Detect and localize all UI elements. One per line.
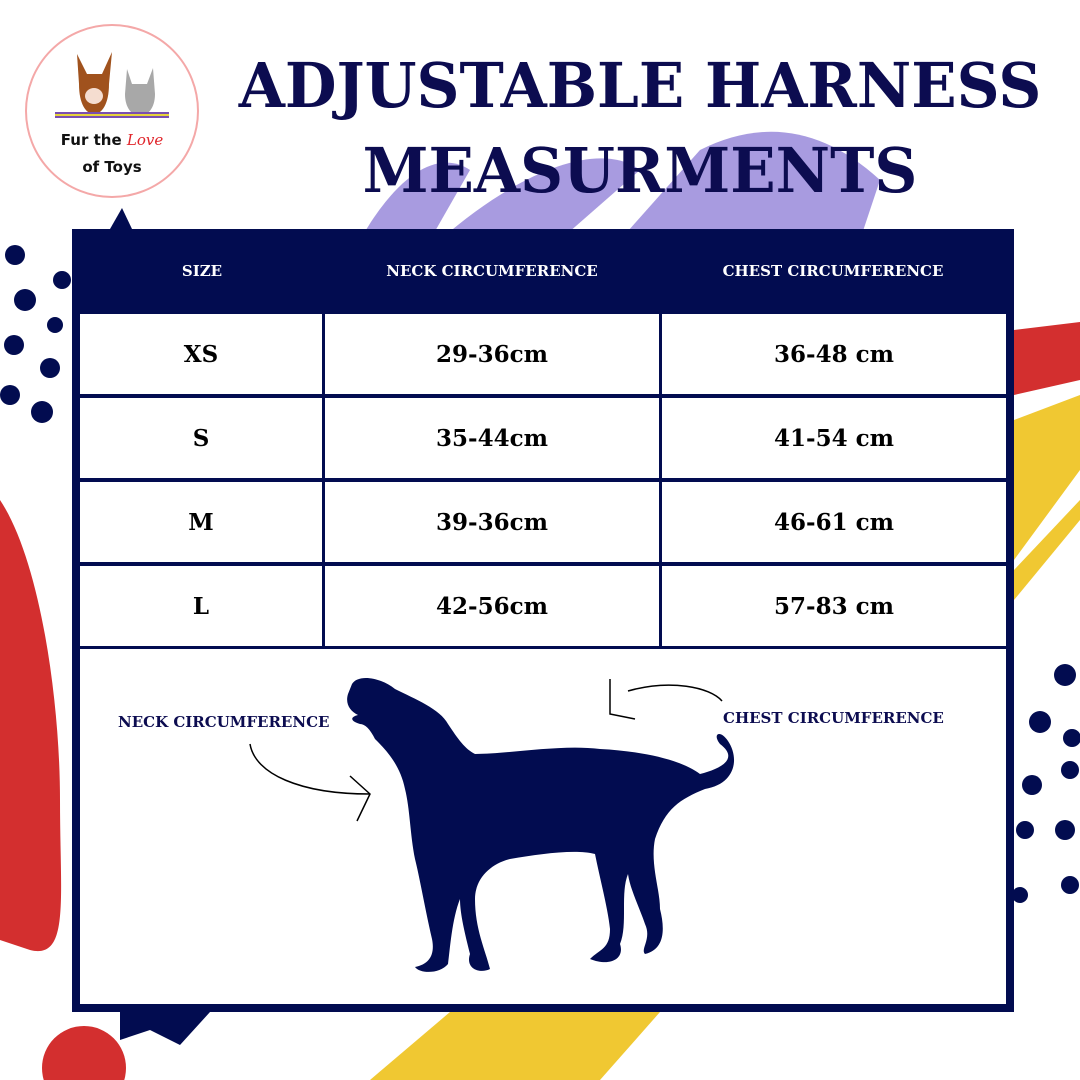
header-size: SIZE — [181, 261, 223, 280]
measurement-diagram — [80, 649, 1006, 1004]
table-cell: 35-44cm — [325, 398, 659, 478]
page-title-line1: ADJUSTABLE HARNESS — [238, 49, 1042, 122]
neck-arrow-icon — [250, 744, 370, 794]
table-cell: 29-36cm — [325, 314, 659, 394]
table-cell: 36-48 cm — [662, 314, 1006, 394]
table-header — [72, 229, 1014, 312]
logo-text-line1 — [27, 131, 197, 149]
table-cell: S — [80, 398, 322, 478]
table-cell: 46-61 cm — [662, 482, 1006, 562]
table-cell: 57-83 cm — [662, 566, 1006, 646]
dog-silhouette-icon — [80, 649, 1006, 1004]
logo — [25, 24, 199, 198]
logo-text-fur-the: Fur the — [60, 131, 122, 149]
chest-label: CHEST CIRCUMFERENCE — [723, 709, 944, 727]
table-cell: 41-54 cm — [662, 398, 1006, 478]
table-cell: M — [80, 482, 322, 562]
table-cell: L — [80, 566, 322, 646]
size-table — [72, 229, 1014, 1012]
header-chest: CHEST CIRCUMFERENCE — [722, 261, 944, 280]
table-cell: 42-56cm — [325, 566, 659, 646]
page-title-line2: MEASURMENTS — [362, 134, 918, 207]
table-cell: 39-36cm — [325, 482, 659, 562]
dog-and-cat-logo-icon — [47, 44, 177, 124]
logo-text-line2: of Toys — [82, 158, 142, 176]
chest-arrow-icon — [628, 685, 722, 701]
table-cell: XS — [80, 314, 322, 394]
header-neck: NECK CIRCUMFERENCE — [386, 261, 598, 280]
logo-text-love: Love — [126, 131, 164, 149]
neck-label: NECK CIRCUMFERENCE — [118, 713, 330, 731]
